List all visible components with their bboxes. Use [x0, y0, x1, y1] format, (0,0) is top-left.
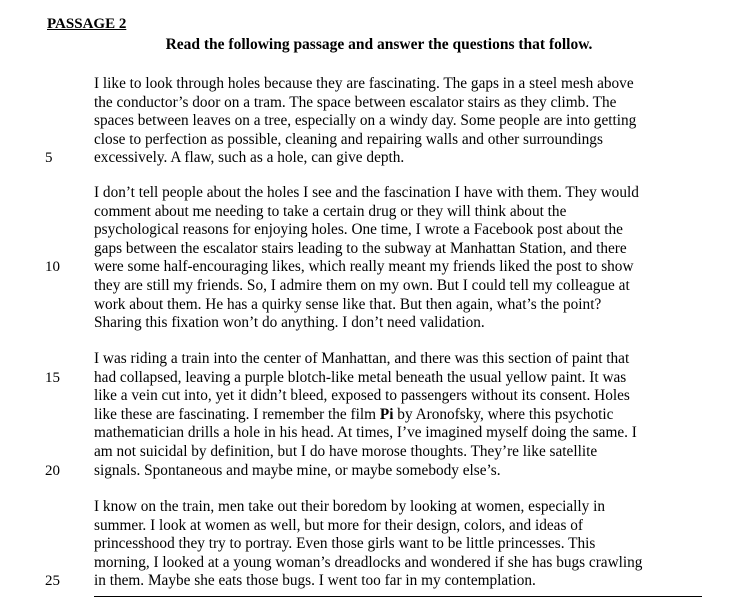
- line-text: like a vein cut into, yet it didn’t bleed, exposed to passengers without its consent. Holes: [94, 387, 630, 405]
- line-text: gaps between the escalator stairs leading to the subway at Manhattan Station, and there: [94, 239, 627, 257]
- text-line: [94, 94, 714, 113]
- text-line: [94, 424, 714, 443]
- line-text: close to perfection as possible, cleaning and repairing walls and other surroundings: [94, 130, 603, 148]
- text-line: [94, 131, 714, 150]
- line-text: am not suicidal by definition, but I do have morose thoughts. They’re like satellite: [94, 442, 598, 460]
- text-line: [94, 554, 714, 573]
- line-text: I like to look through holes because they are fascinating. The gaps in a steel mesh above: [94, 75, 634, 92]
- line-text: morning, I looked at a young woman’s dreadlocks and wondered if she has bugs crawling: [94, 553, 643, 571]
- line-text: Sharing this fixation won’t do anything. I don’t need validation.: [94, 314, 485, 332]
- line-text: were some half-encouraging likes, which really meant my friends liked the post to show: [94, 258, 634, 276]
- line-text: they are still my friends. So, I admire them on my own. But I could tell my colleague at: [94, 276, 630, 294]
- line-text: mathematician drills a hole in his head. At times, I’ve imagined myself doing the same. I: [94, 424, 637, 442]
- line-number: 15: [45, 369, 60, 386]
- line-text: had collapsed, leaving a purple blotch-like metal beneath the usual yellow paint. It was: [94, 368, 627, 386]
- film-title: Pi: [379, 405, 394, 423]
- text-line: [94, 314, 714, 333]
- line-text: I was riding a train into the center of Manhattan, and there was this section of paint that: [94, 350, 630, 367]
- passage-label: PASSAGE 2: [47, 16, 127, 32]
- text-line: [94, 240, 714, 259]
- bottom-rule: [94, 596, 702, 597]
- text-line: [94, 517, 714, 536]
- paragraph: [45, 184, 714, 333]
- line-number: 10: [45, 259, 60, 276]
- line-number: 5: [45, 150, 53, 167]
- text-line: [94, 498, 714, 517]
- line-number: 25: [45, 573, 60, 590]
- text-line: [45, 461, 714, 481]
- text-line: [94, 221, 714, 240]
- line-text: the conductor’s door on a tram. The space between escalator stairs as they climb. The: [94, 93, 617, 111]
- text-line: [94, 387, 714, 406]
- line-number: 20: [45, 462, 60, 479]
- text-line: [94, 75, 714, 94]
- line-text: summer. I look at women as well, but more for their design, colors, and ideas of: [94, 516, 583, 534]
- text-line: [94, 296, 714, 315]
- text-line: [94, 277, 714, 296]
- line-text: excessively. A flaw, such as a hole, can give depth.: [94, 149, 405, 167]
- text-line: [45, 258, 714, 277]
- line-text: signals. Spontaneous and maybe mine, or maybe somebody else’s.: [94, 461, 501, 479]
- text-line: [94, 406, 714, 425]
- line-text: in them. Maybe she eats those bugs. I went too far in my contemplation.: [94, 572, 536, 590]
- line-text: work about them. He has a quirky sense like that. But then again, what’s the point?: [94, 295, 602, 313]
- line-text: like these are fascinating. I remember the film Pi by Aronofsky, where this psychotic: [94, 405, 614, 423]
- text-line: [94, 443, 714, 462]
- text-line: [45, 572, 714, 591]
- paragraph: [45, 498, 714, 591]
- text-line: [94, 535, 714, 554]
- paragraph: [45, 75, 714, 168]
- text-line: [94, 112, 714, 131]
- line-text: spaces between leaves on a tree, especially on a windy day. Some people are into getting: [94, 112, 637, 130]
- text-line: [94, 184, 714, 203]
- line-text: comment about me needing to take a certain drug or they will think about the: [94, 202, 567, 220]
- paragraph: [45, 350, 714, 480]
- instruction-heading: Read the following passage and answer the questions that follow.: [165, 36, 593, 53]
- line-text: psychological reasons for enjoying holes. One time, I wrote a Facebook post about the: [94, 221, 623, 239]
- line-text: princesshood they try to portray. Even those girls want to be little princesses. This: [94, 535, 596, 553]
- text-line: [94, 203, 714, 222]
- text-line: [94, 350, 714, 369]
- text-line: [45, 149, 714, 168]
- line-text: I don’t tell people about the holes I see and the fascination I have with them. They would: [94, 184, 639, 201]
- text-line: [45, 368, 714, 388]
- line-text: I know on the train, men take out their boredom by looking at women, especially in: [94, 498, 606, 515]
